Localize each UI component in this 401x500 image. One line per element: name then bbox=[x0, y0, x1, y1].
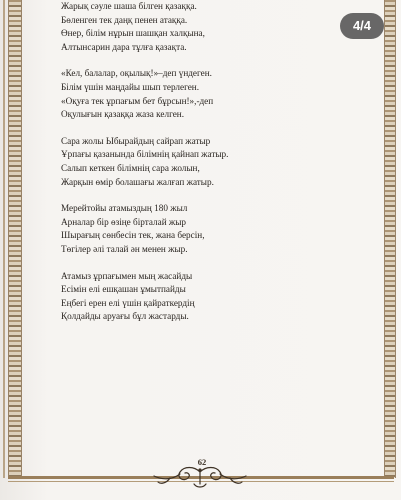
right-ornamental-border bbox=[384, 0, 396, 478]
poem-line: Салып кеткен білімнің сара жолын, bbox=[61, 162, 200, 173]
poem-line: Оқулығын қазаққа жаза келген. bbox=[61, 109, 185, 120]
stanza-3 bbox=[61, 135, 361, 189]
page-number: 62 bbox=[197, 457, 207, 467]
poem-line: Төгілер әлі талай ән менен жыр. bbox=[61, 243, 188, 254]
stanza-4 bbox=[61, 202, 361, 256]
poem-line: Еңбегі ерен елі үшін қайраткердің bbox=[61, 297, 195, 308]
poem-line: Білім үшін маңдайы шып терлеген. bbox=[61, 81, 200, 92]
poem-line: Жарық сәуле шаша білген қазаққа. bbox=[61, 1, 197, 11]
poem-line: Алтынсарин дара тұлға қазақта. bbox=[61, 41, 187, 52]
stanza-1 bbox=[61, 0, 361, 54]
poem-text bbox=[61, 0, 361, 337]
poem-line: Сара жолы Ыбырайдың сайрап жатыр bbox=[61, 135, 211, 146]
poem-line: Есімін елі ешқашан ұмытпайды bbox=[61, 284, 186, 295]
stanza-5 bbox=[61, 270, 361, 324]
flourish-ornament-icon bbox=[150, 462, 251, 490]
poem-line: Ұрпағы қазанында білімнің қайнап жатыр. bbox=[61, 149, 229, 160]
poem-line: Өнер, білім нұрын шашқан халқына, bbox=[61, 28, 205, 39]
poem-line: Қолдайды аруағы бұл жастарды. bbox=[61, 311, 189, 322]
left-ornamental-border bbox=[8, 0, 22, 478]
poem-line: «Оқуға тек ұрпағым бет бұрсын!»,-деп bbox=[61, 95, 214, 106]
poem-line: «Кел, балалар, оқылық!»–деп үндеген. bbox=[61, 68, 212, 79]
page-counter-badge[interactable]: 4/4 bbox=[340, 13, 384, 39]
poem-line: Жарқын өмір болашағы жалғап жатыр. bbox=[61, 176, 214, 187]
poem-line: Шырағың сөнбесін тек, жана берсін, bbox=[61, 230, 205, 241]
stanza-2 bbox=[61, 67, 361, 121]
poem-line: Бөленген тек даңқ пенен атаққа. bbox=[61, 14, 188, 25]
poem-line: Атамыз ұрпағымен мың жасайды bbox=[61, 270, 193, 281]
poem-line: Мерейтойы атамыздың 180 жыл bbox=[61, 203, 188, 214]
poem-line: Арналар бір өзіңе бірталай жыр bbox=[61, 216, 187, 227]
